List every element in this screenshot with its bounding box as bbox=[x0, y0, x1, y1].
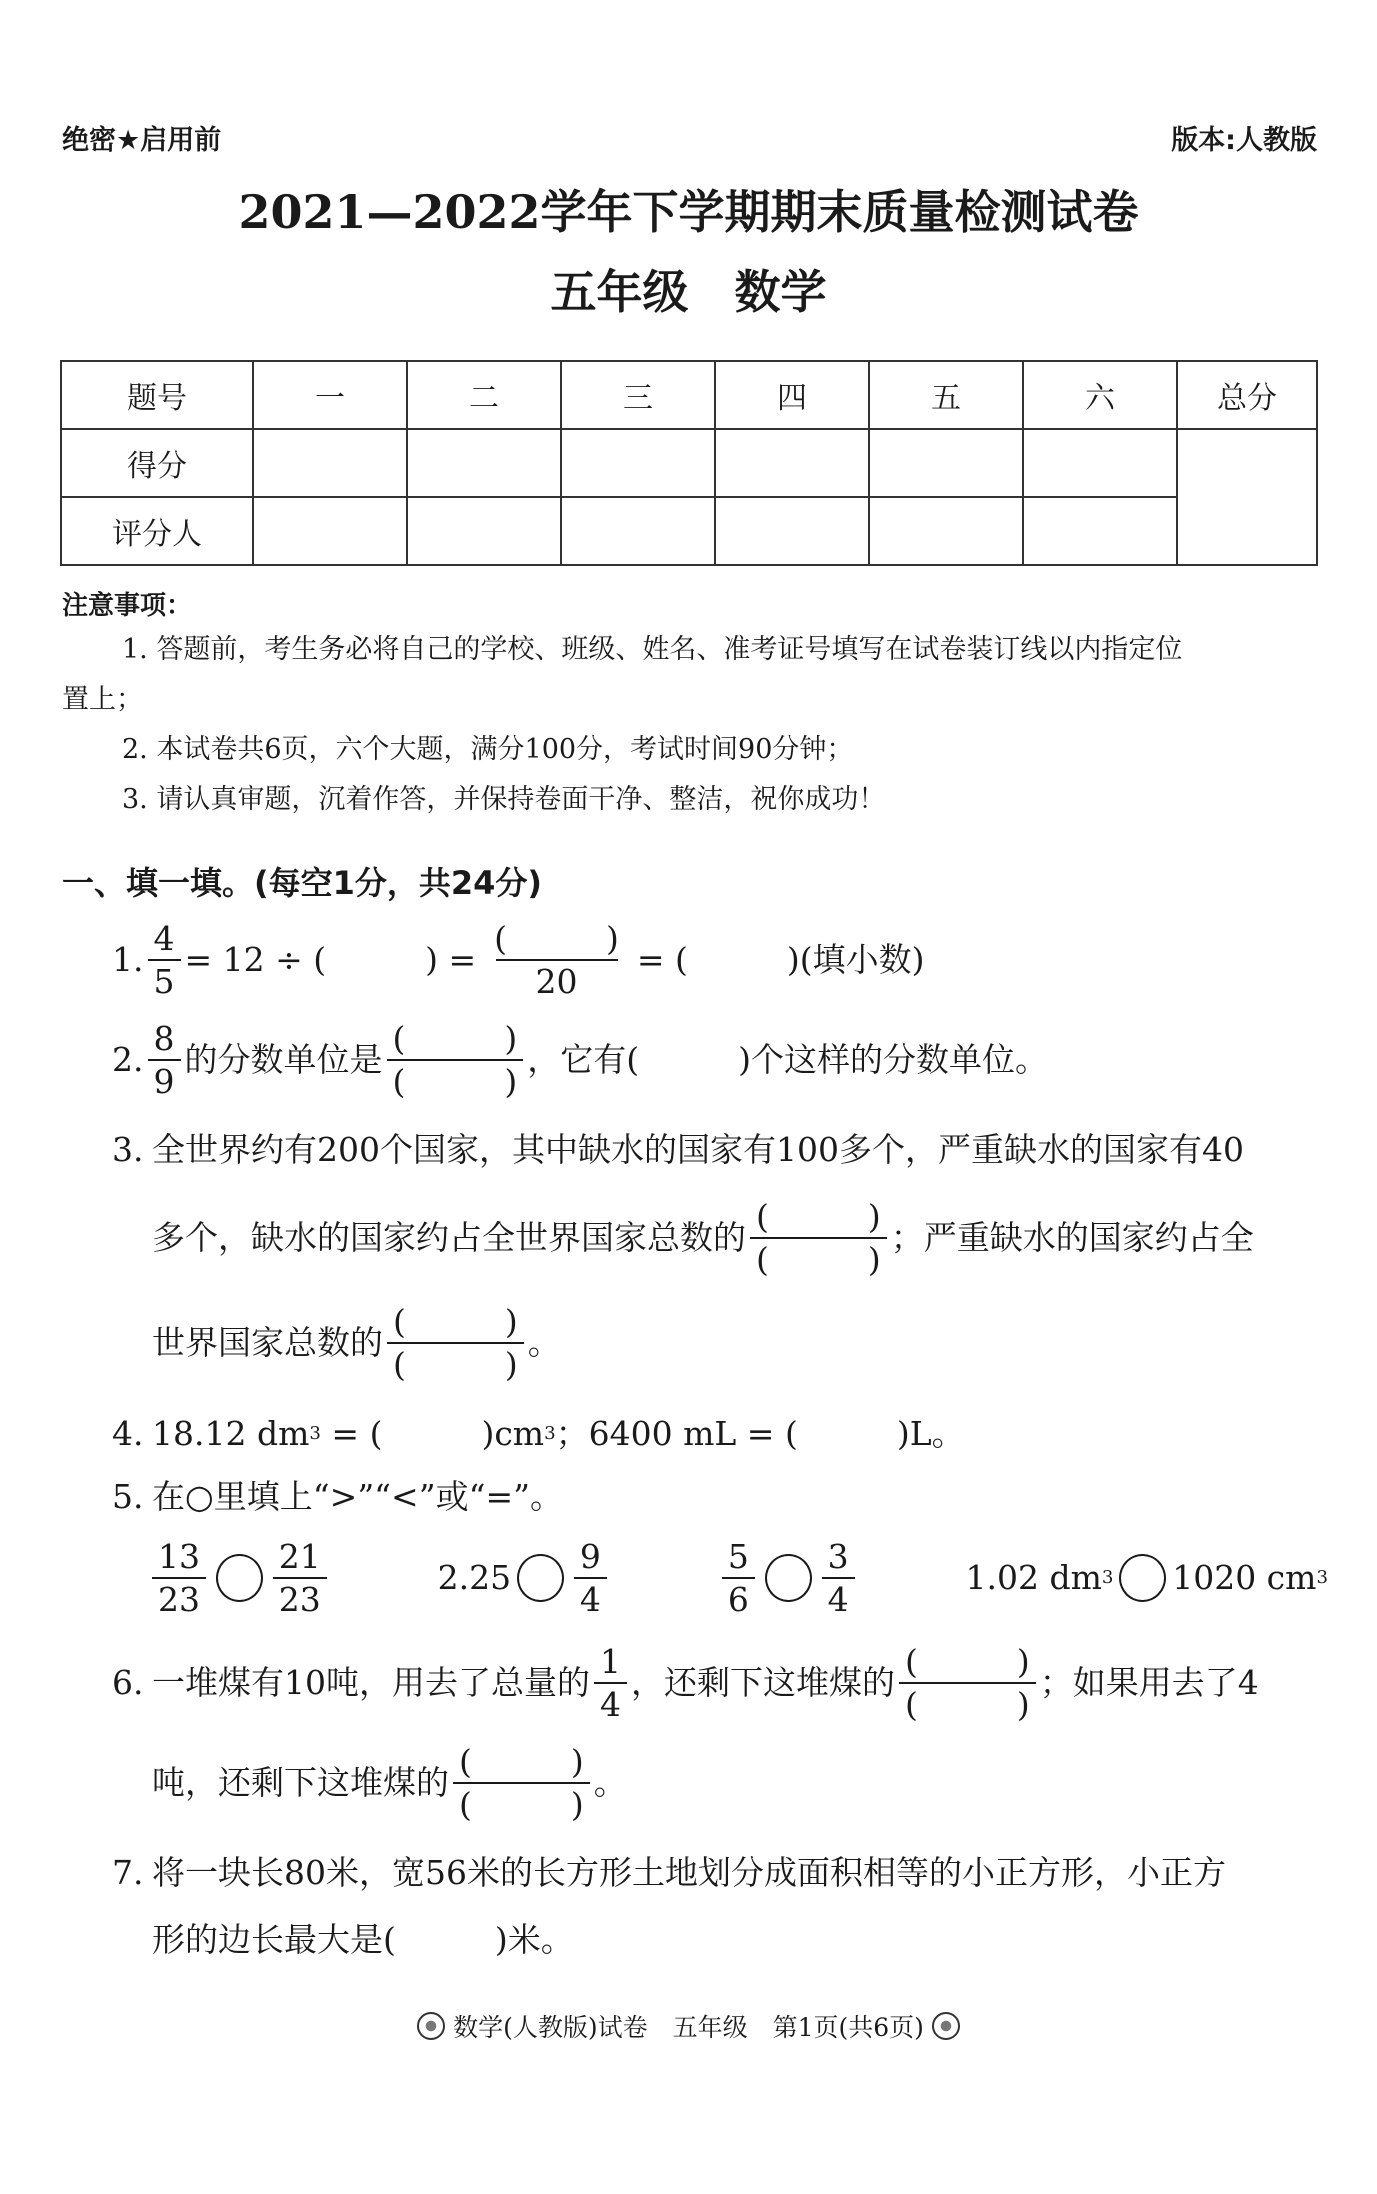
table-header-cell: 三 bbox=[561, 361, 715, 429]
emblem-icon bbox=[417, 2012, 445, 2040]
answer-blank[interactable]: ( ) bbox=[393, 1302, 518, 1341]
page-subtitle: 五年级 数学 bbox=[550, 265, 827, 319]
table-header-cell: 六 bbox=[1023, 361, 1177, 429]
footer bbox=[0, 2008, 1377, 2044]
score-cell[interactable] bbox=[715, 429, 869, 497]
grader-cell[interactable] bbox=[869, 497, 1023, 565]
question-4: 4. 18.12 dm 3 = ( )cm 3 ；6400 mL = ( )L。 bbox=[112, 1414, 965, 1453]
note-item: 置上； bbox=[62, 684, 143, 715]
table-header-cell: 二 bbox=[407, 361, 561, 429]
question-2: 2. $\frac{8}{9}$ 的分数单位是 $\frac{( )}{( )}$ ，它有( )个这样的分数单位。 bbox=[112, 1019, 1048, 1101]
compare-circle[interactable] bbox=[517, 1554, 564, 1602]
score-cell[interactable] bbox=[407, 429, 561, 497]
note-item: 3. 请认真审题，沉着作答，并保持卷面干净、整洁，祝你成功！ bbox=[122, 784, 886, 815]
version-label: 版本:人教版 bbox=[1171, 125, 1317, 156]
question-3-line-2: 多个，缺水的国家约占全世界国家总数的 $\frac{( )}{( )}$ ；严重缺水的国家约占全 bbox=[152, 1197, 1254, 1279]
grader-cell[interactable] bbox=[715, 497, 869, 565]
answer-blank[interactable]: ( ) bbox=[392, 1019, 518, 1058]
note-item: 1. 答题前，考生务必将自己的学校、班级、姓名、准考证号填写在试卷装订线以内指定位 bbox=[122, 634, 1183, 665]
answer-blank[interactable]: ( ) bbox=[905, 1642, 1030, 1681]
question-7-line-1: 7. 将一块长80米，宽56米的长方形土地划分成面积相等的小正方形，小正方 bbox=[112, 1853, 1226, 1892]
table-header-cell: 四 bbox=[715, 361, 869, 429]
table-row bbox=[61, 497, 1317, 565]
section-heading: 一、填一填。(每空1分，共24分) bbox=[62, 864, 543, 902]
answer-blank[interactable]: = 12 ÷ ( ) = bbox=[184, 940, 477, 980]
answer-blank[interactable]: ( ) bbox=[459, 1742, 584, 1781]
note-item: 2. 本试卷共6页，六个大题，满分100分，考试时间90分钟； bbox=[122, 734, 854, 765]
table-header-cell: 一 bbox=[253, 361, 407, 429]
answer-blank[interactable]: ( ) bbox=[899, 1682, 1036, 1721]
question-1: 1. $\frac{4}{5}$ = 12 ÷ ( ) = $\frac{( )}{20}$ = ( )(填小数) bbox=[112, 919, 925, 1001]
notes-heading: 注意事项： bbox=[62, 591, 193, 621]
score-cell[interactable] bbox=[869, 429, 1023, 497]
score-cell[interactable] bbox=[253, 429, 407, 497]
table-header-cell: 五 bbox=[869, 361, 1023, 429]
answer-blank[interactable]: = ( )(填小数) bbox=[636, 940, 925, 980]
emblem-icon bbox=[932, 2012, 960, 2040]
answer-blank[interactable]: ( ) bbox=[494, 919, 619, 958]
answer-blank[interactable]: ( ) bbox=[387, 1059, 524, 1098]
compare-circle[interactable] bbox=[216, 1554, 263, 1602]
question-7-line-2: 形的边长最大是( )米。 bbox=[152, 1920, 574, 1959]
page-title: 2021—2022学年下学期期末质量检测试卷 bbox=[238, 185, 1139, 239]
answer-blank[interactable]: ( ) bbox=[756, 1197, 881, 1236]
notes-list bbox=[62, 625, 1322, 825]
question-5: 5. 在○里填上“>”“<”或“=”。 bbox=[112, 1477, 563, 1516]
question-3-line-1: 3. 全世界约有200个国家，其中缺水的国家有100多个，严重缺水的国家有40 bbox=[112, 1130, 1244, 1169]
compare-circle[interactable] bbox=[1119, 1554, 1166, 1602]
answer-blank[interactable]: ( ) bbox=[387, 1342, 524, 1381]
total-score-cell[interactable] bbox=[1177, 429, 1317, 565]
table-header-cell: 总分 bbox=[1177, 361, 1317, 429]
score-cell[interactable] bbox=[561, 429, 715, 497]
secret-label: 绝密★启用前 bbox=[62, 125, 222, 156]
question-6-line-2: 吨，还剩下这堆煤的 $\frac{( )}{( )}$ 。 bbox=[152, 1742, 627, 1824]
answer-blank[interactable]: = ( )cm bbox=[320, 1414, 545, 1453]
table-row bbox=[61, 361, 1317, 429]
row-label: 得分 bbox=[61, 429, 253, 497]
score-table bbox=[60, 360, 1318, 566]
question-5-comparisons: $\frac{13}{23}$ $\frac{21}{23}$ 2.25 $\frac{9}{4}$ $\frac{5}{6}$ $\frac{3}{4}$ 1.02 dm 3 1020 cm 3 bbox=[148, 1540, 1328, 1616]
grader-cell[interactable] bbox=[1023, 497, 1177, 565]
compare-circle[interactable] bbox=[765, 1554, 812, 1602]
question-3-line-3: 世界国家总数的 $\frac{( )}{( )}$ 。 bbox=[152, 1302, 561, 1384]
grader-cell[interactable] bbox=[561, 497, 715, 565]
table-header-cell: 题号 bbox=[61, 361, 253, 429]
question-6-line-1: 6. 一堆煤有10吨，用去了总量的 $\frac{1}{4}$ ，还剩下这堆煤的 $\frac{( )}{( )}$ ；如果用去了4 bbox=[112, 1642, 1259, 1724]
answer-blank[interactable]: ；6400 mL = ( )L。 bbox=[555, 1414, 965, 1453]
footer-text: 数学(人教版)试卷 五年级 第1页(共6页) bbox=[453, 2013, 924, 2042]
score-cell[interactable] bbox=[1023, 429, 1177, 497]
grader-cell[interactable] bbox=[407, 497, 561, 565]
answer-blank[interactable]: ( ) bbox=[750, 1237, 887, 1276]
row-label: 评分人 bbox=[61, 497, 253, 565]
table-row bbox=[61, 429, 1317, 497]
answer-blank[interactable]: ( ) bbox=[453, 1782, 590, 1821]
grader-cell[interactable] bbox=[253, 497, 407, 565]
